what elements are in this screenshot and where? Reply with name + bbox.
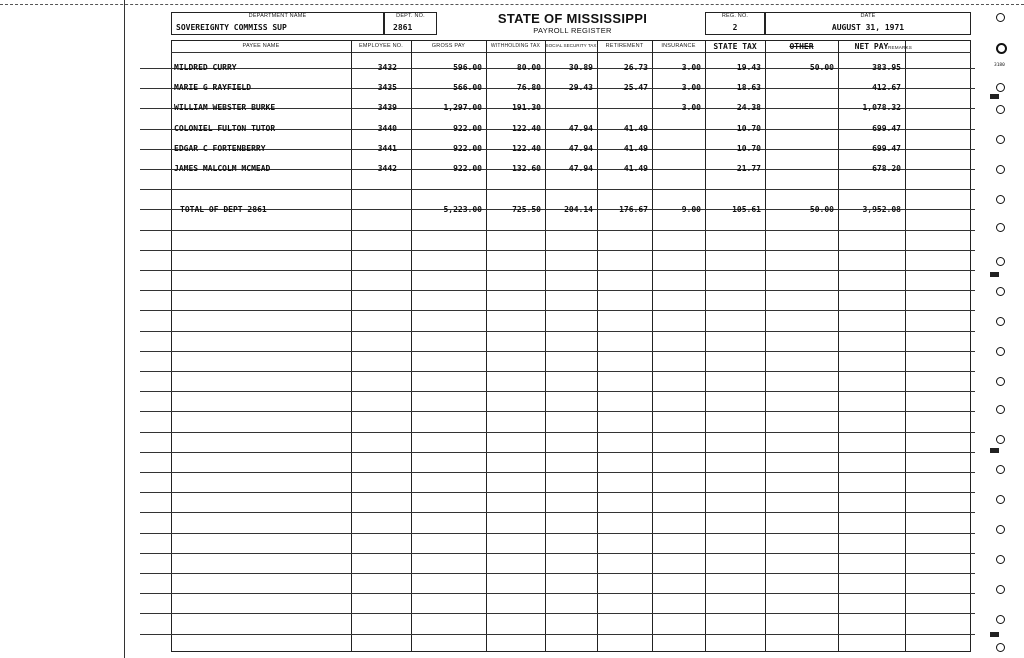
binder-mark-icon (990, 272, 999, 277)
row-rule (140, 512, 975, 513)
total-retirement: 176.67 (619, 205, 648, 214)
binder-mark-icon (990, 448, 999, 453)
row-rule (140, 492, 975, 493)
row-net: 699.47 (872, 124, 901, 133)
reg-no-value: 2 (732, 23, 738, 32)
department-value: SOVEREIGNTY COMMISS SUP (176, 23, 287, 32)
row-social: 47.94 (568, 144, 593, 153)
row-rule (140, 270, 975, 271)
row-rule (140, 432, 975, 433)
row-gross: 922.00 (453, 144, 482, 153)
row-emp: 3440 (377, 124, 397, 133)
reg-no-label: REG. NO. (721, 13, 749, 19)
row-state-tax: 10.70 (736, 144, 761, 153)
row-name: MARIE G RAYFIELD (174, 83, 252, 92)
row-name: MILDRED CURRY (174, 63, 237, 72)
punch-hole-icon (996, 525, 1005, 534)
row-emp: 3439 (377, 103, 397, 112)
punch-hole-icon (996, 585, 1005, 594)
col-header-employee-no: EMPLOYEE NO. (359, 43, 403, 49)
col-divider (652, 40, 653, 652)
punch-hole-icon (996, 43, 1007, 54)
col-header-remarks: REMARKS (887, 45, 913, 50)
row-rule (140, 351, 975, 352)
row-emp: 3441 (377, 144, 397, 153)
row-rule (140, 391, 975, 392)
punch-hole-icon (996, 435, 1005, 444)
row-net: 383.95 (872, 63, 901, 72)
row-net: 699.47 (872, 144, 901, 153)
row-rule (140, 533, 975, 534)
punch-hole-icon (996, 165, 1005, 174)
row-rule (140, 593, 975, 594)
total-other: 50.00 (809, 205, 834, 214)
department-label: DEPARTMENT NAME (248, 13, 307, 19)
total-social: 204.14 (564, 205, 593, 214)
row-name: JAMES MALCOLM MCMEAD (174, 164, 271, 173)
punch-hole-icon (996, 615, 1005, 624)
row-withholding: 76.80 (516, 83, 541, 92)
punch-hole-icon (996, 555, 1005, 564)
binder-mark-icon (990, 94, 999, 99)
row-state-tax: 18.63 (736, 83, 761, 92)
column-header-divider (171, 52, 971, 53)
punch-hole-icon (996, 287, 1005, 296)
row-rule (140, 472, 975, 473)
page-title: STATE OF MISSISSIPPI (497, 11, 648, 26)
date-label: DATE (860, 13, 876, 19)
row-rule (140, 553, 975, 554)
row-rule (140, 290, 975, 291)
row-rule (140, 613, 975, 614)
row-state-tax: 24.38 (736, 103, 761, 112)
row-rule (140, 411, 975, 412)
punch-hole-icon (996, 465, 1005, 474)
punch-hole-icon (996, 105, 1005, 114)
col-header-gross: GROSS PAY (431, 43, 466, 49)
top-perforation (0, 4, 1024, 5)
row-retirement: 41.49 (623, 124, 648, 133)
total-label: TOTAL OF DEPT 2861 (180, 205, 267, 214)
row-rule (140, 189, 975, 190)
left-margin-rule (124, 0, 125, 658)
row-social: 30.89 (568, 63, 593, 72)
row-retirement: 26.73 (623, 63, 648, 72)
row-emp: 3432 (377, 63, 397, 72)
col-header-payee: PAYEE NAME (242, 43, 280, 49)
row-social: 29.43 (568, 83, 593, 92)
col-header-other: OTHER (789, 42, 814, 51)
binder-mark-icon (990, 632, 999, 637)
total-gross: 5,223.00 (443, 205, 482, 214)
row-insurance: 3.00 (681, 83, 701, 92)
row-withholding: 122.40 (512, 144, 541, 153)
row-name: WILLIAM WEBSTER BURKE (174, 103, 276, 112)
punch-hole-icon (996, 13, 1005, 22)
row-retirement: 41.49 (623, 144, 648, 153)
row-state-tax: 19.43 (736, 63, 761, 72)
date-value: AUGUST 31, 1971 (831, 23, 905, 32)
margin-note: 3180 (994, 63, 1005, 68)
punch-hole-icon (996, 405, 1005, 414)
row-other: 50.00 (809, 63, 834, 72)
punch-hole-icon (996, 223, 1005, 232)
row-rule (140, 250, 975, 251)
row-retirement: 41.49 (623, 164, 648, 173)
punch-hole-icon (996, 195, 1005, 204)
row-rule (140, 331, 975, 332)
total-insurance: 9.00 (681, 205, 701, 214)
row-gross: 922.00 (453, 124, 482, 133)
row-net: 678.20 (872, 164, 901, 173)
dept-no-label: DEPT. NO. (396, 13, 425, 19)
row-state-tax: 21.77 (736, 164, 761, 173)
row-gross: 922.00 (453, 164, 482, 173)
row-net: 1,078.32 (862, 103, 901, 112)
total-withholding: 725.50 (512, 205, 541, 214)
row-emp: 3435 (377, 83, 397, 92)
row-rule (140, 230, 975, 231)
punch-hole-icon (996, 347, 1005, 356)
row-name: COLONIEL FULTON TUTOR (174, 124, 276, 133)
row-retirement: 25.47 (623, 83, 648, 92)
col-header-social: SOCIAL SECURITY TAX (545, 43, 597, 48)
dept-no-value: 2861 (393, 23, 413, 32)
punch-hole-icon (996, 377, 1005, 386)
total-state-tax: 105.61 (732, 205, 761, 214)
row-withholding: 122.40 (512, 124, 541, 133)
col-header-retirement: RETIREMENT (605, 43, 644, 49)
row-gross: 1,297.00 (443, 103, 482, 112)
punch-hole-icon (996, 135, 1005, 144)
row-social: 47.94 (568, 164, 593, 173)
punch-hole-icon (996, 83, 1005, 92)
row-rule (140, 634, 975, 635)
row-insurance: 3.00 (681, 103, 701, 112)
row-name: EDGAR C FORTENBERRY (174, 144, 266, 153)
punch-hole-icon (996, 643, 1005, 652)
row-state-tax: 10.70 (736, 124, 761, 133)
col-header-state-tax: STATE TAX (713, 42, 757, 51)
punch-hole-icon (996, 317, 1005, 326)
row-emp: 3442 (377, 164, 397, 173)
punch-hole-icon (996, 257, 1005, 266)
col-header-insurance: INSURANCE (661, 43, 696, 49)
row-rule (140, 371, 975, 372)
row-withholding: 80.00 (516, 63, 541, 72)
row-rule (140, 452, 975, 453)
col-divider (765, 40, 766, 652)
row-rule (140, 573, 975, 574)
row-insurance: 3.00 (681, 63, 701, 72)
row-gross: 596.00 (453, 63, 482, 72)
row-net: 412.67 (872, 83, 901, 92)
row-social: 47.94 (568, 124, 593, 133)
col-header-withholding: WITHHOLDING TAX (490, 43, 541, 49)
row-withholding: 132.60 (512, 164, 541, 173)
col-divider (905, 40, 906, 652)
row-gross: 566.00 (453, 83, 482, 92)
row-withholding: 191.30 (512, 103, 541, 112)
page-subtitle: PAYROLL REGISTER (533, 26, 612, 35)
col-header-net-pay: NET PAY (854, 42, 889, 51)
punch-hole-icon (996, 495, 1005, 504)
total-net-pay: 3,952.08 (862, 205, 901, 214)
row-rule (140, 310, 975, 311)
